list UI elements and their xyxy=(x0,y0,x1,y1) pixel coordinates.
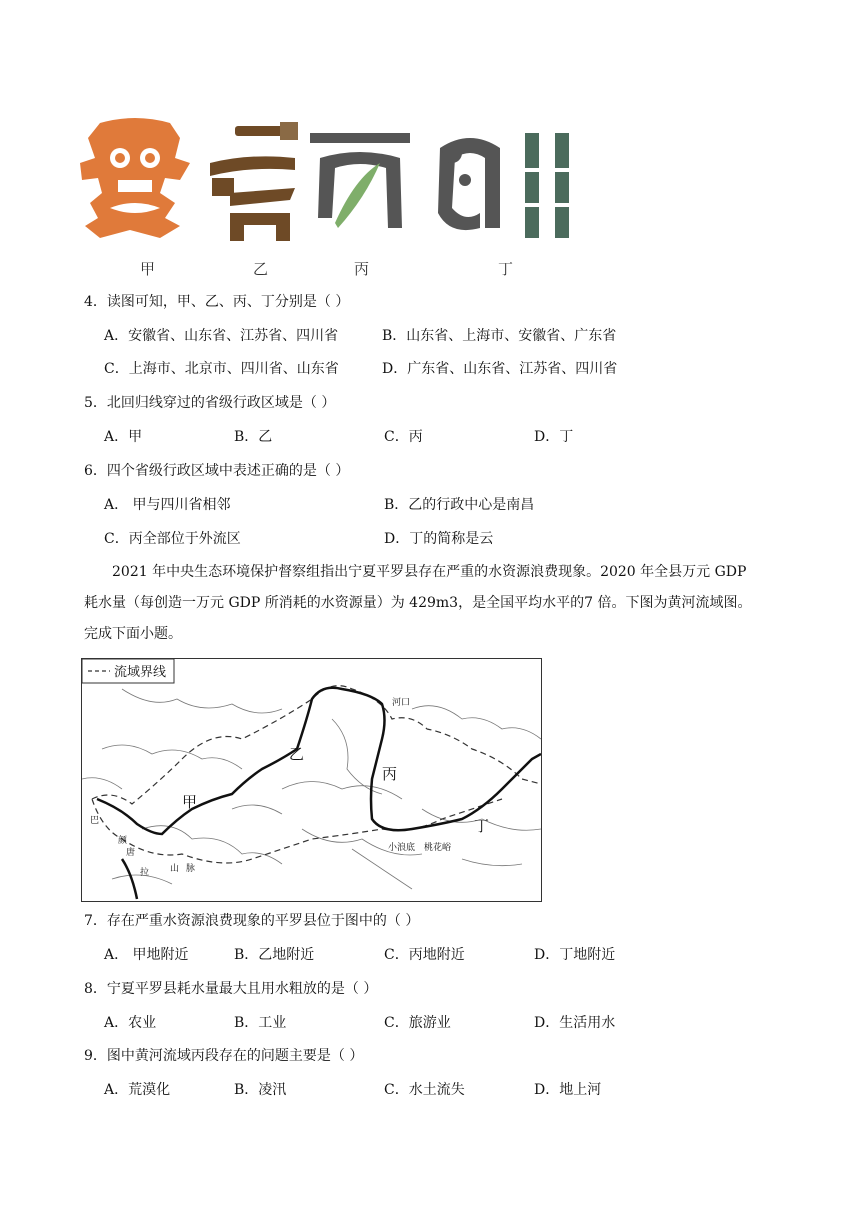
question-stem: 读图可知，甲、乙、丙、丁分别是（ ） xyxy=(106,294,350,310)
question-8 xyxy=(84,980,377,998)
province-boundaries xyxy=(82,689,541,889)
question-9 xyxy=(84,1047,363,1065)
map-label-shan: 山 xyxy=(170,864,180,874)
basin-boundary xyxy=(92,686,541,863)
passage xyxy=(84,557,789,650)
question-4 xyxy=(84,293,349,311)
option-d[interactable]: D．丁的简称是云 xyxy=(384,531,494,547)
logo-label-bing: 丙 xyxy=(354,260,370,278)
map-label-yi: 乙 xyxy=(289,745,305,763)
option-c[interactable]: C．旅游业 xyxy=(384,1015,451,1031)
question-stem: 存在严重水资源浪费现象的平罗县位于图中的（ ） xyxy=(106,913,420,929)
option-c[interactable]: C．水土流失 xyxy=(384,1082,465,1098)
map-label-ba: 巴 xyxy=(90,816,100,826)
option-a[interactable]: A．甲 xyxy=(104,429,143,445)
map-label-hekou: 河口 xyxy=(392,698,411,708)
option-b[interactable]: B．工业 xyxy=(234,1015,287,1031)
yellow-river xyxy=(97,688,541,834)
question-stem: 宁夏平罗县耗水量最大且用水粗放的是（ ） xyxy=(106,981,378,997)
option-b[interactable]: B．乙的行政中心是南昌 xyxy=(384,497,535,513)
option-c[interactable]: C．上海市、北京市、四川省、山东省 xyxy=(104,361,339,377)
question-number: 4． xyxy=(84,294,107,310)
question-stem: 四个省级行政区域中表述正确的是（ ） xyxy=(106,463,350,479)
option-d[interactable]: D．丁地附近 xyxy=(534,947,616,963)
question-stem: 北回归线穿过的省级行政区域是（ ） xyxy=(106,395,336,411)
map-label-yan: 颜 xyxy=(118,836,128,846)
option-a[interactable]: A．荒漠化 xyxy=(104,1082,171,1098)
option-b[interactable]: B．山东省、上海市、安徽省、广东省 xyxy=(382,328,617,344)
map-label-jia: 甲 xyxy=(182,793,198,811)
logo-label-yi: 乙 xyxy=(253,260,269,278)
bing-logo xyxy=(310,133,410,228)
option-d[interactable]: D．地上河 xyxy=(534,1082,602,1098)
map-label-taohuayu: 桃花峪 xyxy=(424,843,452,853)
passage-line-1: 2021 年中央生态环境保护督察组指出宁夏平罗县存在严重的水资源浪费现象。2020 年全县万元 GDP xyxy=(112,564,747,580)
question-number: 5． xyxy=(84,395,107,411)
map-legend-label: 流域界线 xyxy=(114,665,167,680)
question-7 xyxy=(84,912,419,930)
jia-logo xyxy=(80,118,190,238)
question-number: 9． xyxy=(84,1048,107,1064)
option-b[interactable]: B．乙 xyxy=(234,429,273,445)
question-5 xyxy=(84,394,335,412)
option-b[interactable]: B．凌汛 xyxy=(234,1082,287,1098)
option-c[interactable]: C．丙地附近 xyxy=(384,947,465,963)
option-c[interactable]: C．丙全部位于外流区 xyxy=(104,531,241,547)
question-number: 7． xyxy=(84,913,107,929)
province-logos xyxy=(80,118,590,248)
yellow-river-basin-map xyxy=(81,658,542,902)
question-stem: 图中黄河流域丙段存在的问题主要是（ ） xyxy=(106,1048,364,1064)
map-label-mai: 脉 xyxy=(186,864,196,874)
map-label-bing: 丙 xyxy=(382,765,398,783)
option-a[interactable]: A．安徽省、山东省、江苏省、四川省 xyxy=(104,328,339,344)
question-number: 8． xyxy=(84,981,107,997)
option-a[interactable]: A． 甲地附近 xyxy=(104,947,189,963)
logo-label-jia: 甲 xyxy=(140,260,156,278)
question-6 xyxy=(84,462,349,480)
logo-label-ding: 丁 xyxy=(498,260,514,278)
ding-logo xyxy=(438,133,571,238)
option-a[interactable]: A． 甲与四川省相邻 xyxy=(104,497,231,513)
passage-line-3: 完成下面小题。 xyxy=(84,626,182,642)
passage-line-2: 耗水量（每创造一万元 GDP 所消耗的水资源量）为 429m3，是全国平均水平的7 倍。下图为黄河流域图。 xyxy=(84,595,752,611)
map-label-xiaolangdi: 小浪底 xyxy=(388,843,416,853)
yi-logo xyxy=(210,122,298,241)
option-d[interactable]: D．广东省、山东省、江苏省、四川省 xyxy=(382,361,618,377)
option-c[interactable]: C．丙 xyxy=(384,429,423,445)
map-label-la: 拉 xyxy=(140,868,150,878)
question-number: 6． xyxy=(84,463,107,479)
option-d[interactable]: D．丁 xyxy=(534,429,574,445)
map-label-tang: 唐 xyxy=(126,848,136,858)
map-label-ding: 丁 xyxy=(474,817,490,835)
option-b[interactable]: B．乙地附近 xyxy=(234,947,315,963)
option-a[interactable]: A．农业 xyxy=(104,1015,157,1031)
option-d[interactable]: D．生活用水 xyxy=(534,1015,616,1031)
